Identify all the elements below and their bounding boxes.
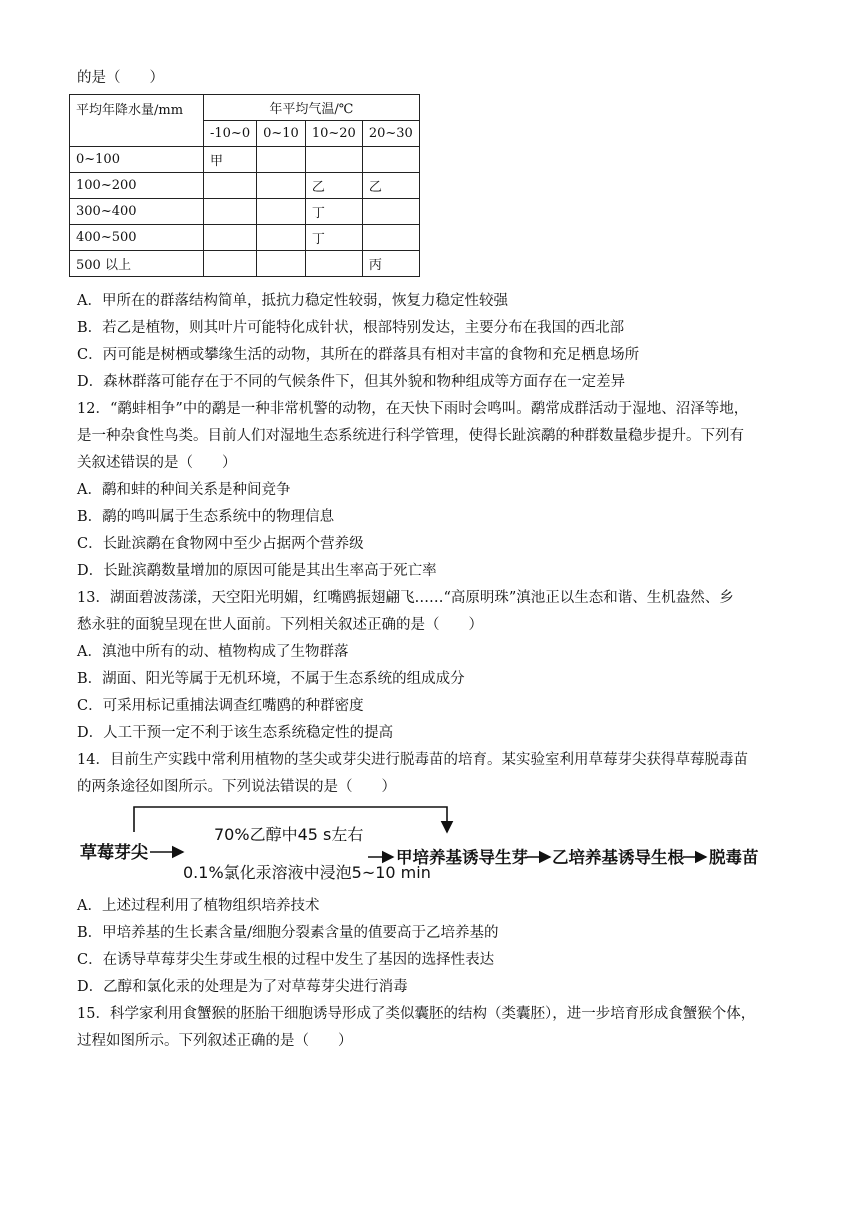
diagram-stage2: 乙培养基诱导生根 xyxy=(552,848,684,867)
col-header: 0~10 xyxy=(257,121,306,147)
row-label: 500 以上 xyxy=(70,251,204,277)
q13-option-b: B．湖面、阳光等属于无机环境，不属于生态系统的组成成分 xyxy=(77,671,465,687)
table-cell: 丁 xyxy=(305,225,362,251)
q12-stem-line: 12．“鹬蚌相争”中的鹬是一种非常机警的动物，在天快下雨时会鸣叫。鹬常成群活动于湿地、沼泽等地， xyxy=(77,401,749,417)
q13-option-a: A．滇池中所有的动、植物构成了生物群落 xyxy=(77,644,349,660)
q14-stem-line: 14．目前生产实践中常利用植物的茎尖或芽尖进行脱毒苗的培育。某实验室利用草莓芽尖获得草莓脱毒苗 xyxy=(77,752,748,768)
table-cell xyxy=(257,173,306,199)
row-label: 400~500 xyxy=(70,225,204,251)
table-row xyxy=(70,199,420,225)
q12-option-a: A．鹬和蚌的种间关系是种间竞争 xyxy=(77,482,291,498)
q13-stem-line: 愁永驻的面貌呈现在世人面前。下列相关叙述正确的是（ ） xyxy=(77,617,483,633)
q13-option-c: C．可采用标记重捕法调查红嘴鸥的种群密度 xyxy=(77,698,364,714)
row-label: 100~200 xyxy=(70,173,204,199)
q14-option-b: B．甲培养基的生长素含量/细胞分裂素含量的值要高于乙培养基的 xyxy=(77,925,499,941)
table-cell xyxy=(362,199,419,225)
table-cell xyxy=(204,225,257,251)
table-cell: 甲 xyxy=(204,147,257,173)
q14-stem-line: 的两条途径如图所示。下列说法错误的是（ ） xyxy=(77,779,396,795)
q13-stem-line: 13．湖面碧波荡漾，天空阳光明媚，红嘴鸥振翅翩飞……“高原明珠”滇池正以生态和谐、生机盎然、乡 xyxy=(77,590,734,606)
table-cell xyxy=(204,199,257,225)
row-label: 300~400 xyxy=(70,199,204,225)
q14-option-c: C．在诱导草莓芽尖生芽或生根的过程中发生了基因的选择性表达 xyxy=(77,952,495,968)
q11-stem-tail: 的是（ ） xyxy=(77,70,164,86)
diagram-end-label: 脱毒苗 xyxy=(709,848,759,867)
q13-option-d: D．人工干预一定不利于该生态系统稳定性的提高 xyxy=(77,725,394,741)
table-cell xyxy=(257,147,306,173)
col-group-header: 年平均气温/℃ xyxy=(204,95,420,121)
diagram-stage1: 甲培养基诱导生芽 xyxy=(396,848,528,867)
q12-option-d: D．长趾滨鹬数量增加的原因可能是其出生率高于死亡率 xyxy=(77,563,437,579)
q15-stem-line: 过程如图所示。下列叙述正确的是（ ） xyxy=(77,1033,353,1049)
table-cell: 乙 xyxy=(362,173,419,199)
table-cell xyxy=(305,147,362,173)
q14-option-d: D．乙醇和氯化汞的处理是为了对草莓芽尖进行消毒 xyxy=(77,979,408,995)
table-row xyxy=(70,173,420,199)
table-cell: 乙 xyxy=(305,173,362,199)
table-cell xyxy=(204,173,257,199)
table-cell xyxy=(362,147,419,173)
diagram-step-bottom: 0.1%氯化汞溶液中浸泡5~10 min xyxy=(183,863,431,882)
col-header: 20~30 xyxy=(362,121,419,147)
row-header: 平均年降水量/mm xyxy=(70,95,204,147)
table-cell xyxy=(257,251,306,277)
table-cell xyxy=(362,225,419,251)
climate-table xyxy=(69,94,420,277)
table-row xyxy=(70,225,420,251)
q12-stem-line: 是一种杂食性鸟类。目前人们对湿地生态系统进行科学管理，使得长趾滨鹬的种群数量稳步提升。下列有 xyxy=(77,428,744,444)
q12-stem-line: 关叙述错误的是（ ） xyxy=(77,455,237,471)
q14-option-a: A．上述过程利用了植物组织培养技术 xyxy=(77,898,320,914)
q12-option-b: B．鹬的鸣叫属于生态系统中的物理信息 xyxy=(77,509,335,525)
col-header: -10~0 xyxy=(204,121,257,147)
q11-option-b: B．若乙是植物，则其叶片可能特化成针状，根部特别发达，主要分布在我国的西北部 xyxy=(77,320,625,336)
table-cell: 丁 xyxy=(305,199,362,225)
table-row xyxy=(70,251,420,277)
q12-option-c: C．长趾滨鹬在食物网中至少占据两个营养级 xyxy=(77,536,364,552)
q11-option-a: A．甲所在的群落结构简单，抵抗力稳定性较弱，恢复力稳定性较强 xyxy=(77,293,508,309)
table-cell: 丙 xyxy=(362,251,419,277)
q11-option-d: D．森林群落可能存在于不同的气候条件下，但其外貌和物种组成等方面存在一定差异 xyxy=(77,374,626,390)
row-label: 0~100 xyxy=(70,147,204,173)
q15-stem-line: 15．科学家利用食蟹猴的胚胎干细胞诱导形成了类似囊胚的结构（类囊胚），进一步培育形成食蟹猴个体， xyxy=(77,1006,756,1022)
col-header: 10~20 xyxy=(305,121,362,147)
q11-option-c: C．丙可能是树栖或攀缘生活的动物，其所在的群落具有相对丰富的食物和充足栖息场所 xyxy=(77,347,640,363)
table-cell xyxy=(204,251,257,277)
table-row xyxy=(70,147,420,173)
diagram-step-top: 70%乙醇中45 s左右 xyxy=(214,825,364,844)
diagram-start-label: 草莓芽尖 xyxy=(80,843,148,863)
table-cell xyxy=(257,199,306,225)
table-cell xyxy=(305,251,362,277)
bypass-arrow xyxy=(134,807,447,832)
table-cell xyxy=(257,225,306,251)
